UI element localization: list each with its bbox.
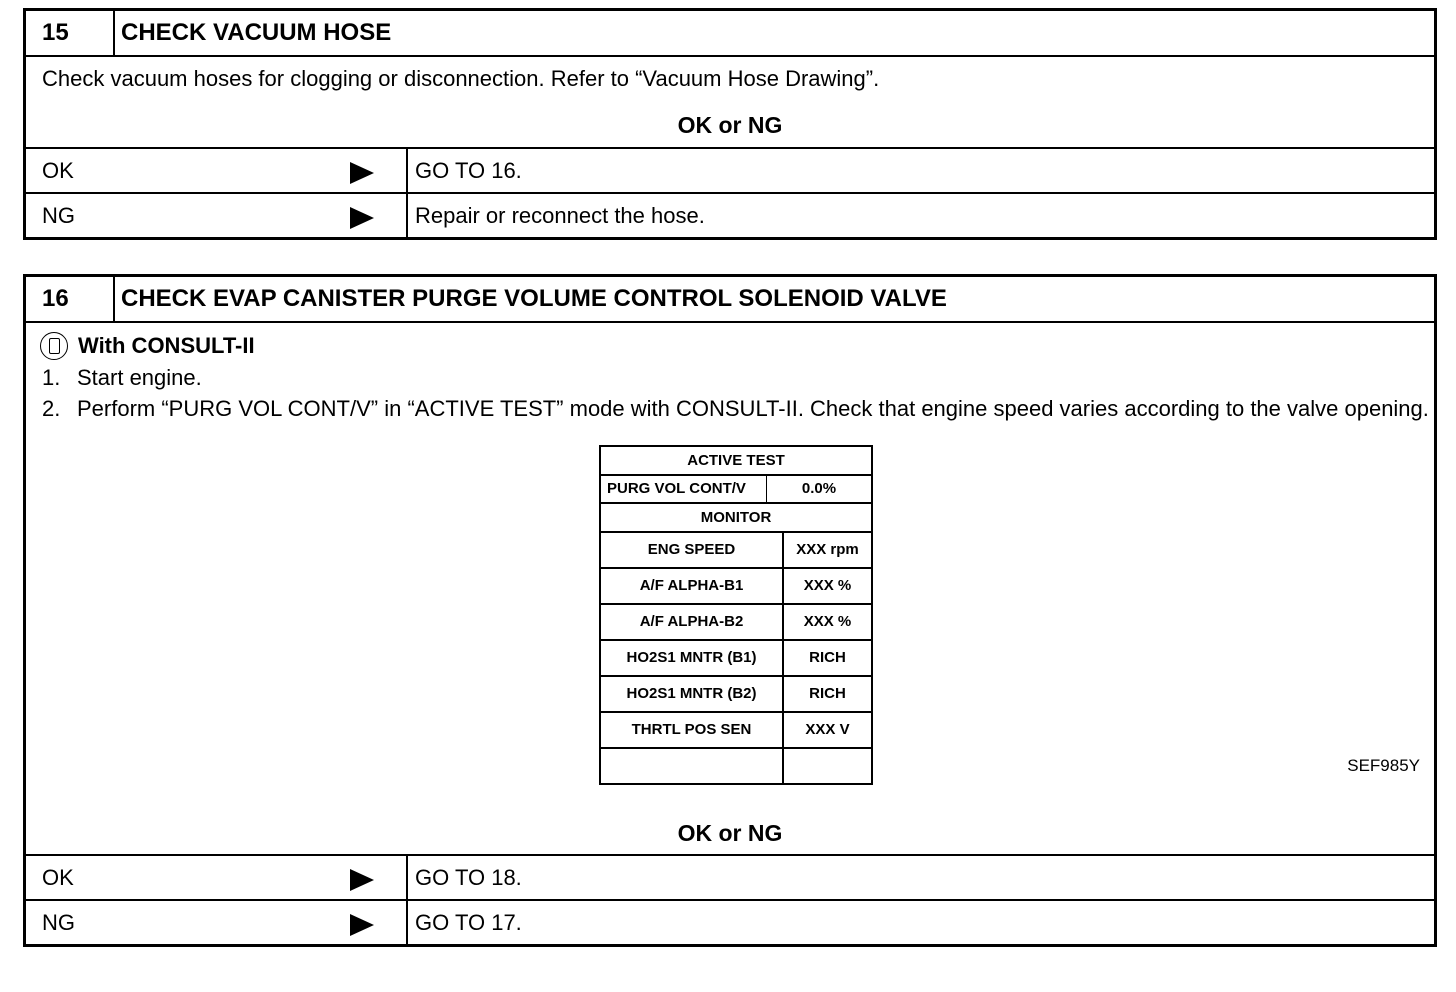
monitor-label: A/F ALPHA-B1 [601,569,784,603]
screen-monitor-row [601,504,871,533]
result-key [26,194,408,237]
screen-title-row [601,447,871,476]
monitor-row [601,569,871,605]
right-arrow-icon [350,207,374,229]
screen-param-value: 0.0% [801,480,837,497]
result-row-ok [26,147,1434,192]
result-key [26,901,408,944]
monitor-label [601,749,784,783]
figure-area [26,424,1434,812]
procedure-step-text: Perform “PURG VOL CONT/V” in “ACTIVE TEST” mode with CONSULT-II. Check that engine speed varies according to the valve opening. [77,396,1429,421]
monitor-label: HO2S1 MNTR (B2) [601,677,784,711]
monitor-value: XXX % [803,613,852,630]
monitor-row [601,641,871,677]
result-action: GO TO 18. [415,865,522,890]
procedure-step [42,362,1434,393]
step-15-panel [23,8,1437,240]
monitor-row [601,677,871,713]
monitor-row [601,749,871,783]
step-title: CHECK VACUUM HOSE [121,19,392,46]
monitor-value: XXX rpm [796,541,859,558]
result-key-label: NG [42,203,75,228]
screen-param-label: PURG VOL CONT/V [601,476,767,502]
result-key-label: NG [42,910,75,935]
consult-heading [26,330,1434,362]
right-arrow-icon [350,914,374,936]
ok-or-ng-heading: OK or NG [677,820,783,846]
consult-ii-icon [40,332,68,360]
result-row-ng [26,192,1434,237]
monitor-label: HO2S1 MNTR (B1) [601,641,784,675]
monitor-value: RICH [809,685,846,702]
procedure-list [26,362,1434,424]
screen-title: ACTIVE TEST [687,452,785,469]
monitor-row [601,605,871,641]
step-title: CHECK EVAP CANISTER PURGE VOLUME CONTROL SOLENOID VALVE [121,285,947,312]
step-number: 15 [26,11,115,55]
ok-or-ng-heading: OK or NG [677,112,783,138]
result-key-label: OK [42,158,74,183]
monitor-label: ENG SPEED [601,533,784,567]
monitor-row [601,533,871,569]
step-header [26,11,1434,57]
result-key-label: OK [42,865,74,890]
step-description: Check vacuum hoses for clogging or disconnection. Refer to “Vacuum Hose Drawing”. [42,66,880,91]
screen-monitor-heading: MONITOR [700,509,772,526]
monitor-value [784,749,871,783]
right-arrow-icon [350,869,374,891]
procedure-step-number: 1. [42,365,61,390]
result-action: GO TO 17. [415,910,522,935]
result-row-ng [26,899,1434,944]
consult-screen [599,445,873,785]
result-key [26,856,408,899]
procedure-step-number: 2. [42,396,61,421]
procedure-step-text: Start engine. [77,365,202,390]
step-number: 16 [26,277,115,321]
monitor-value: XXX % [803,577,852,594]
step-16-panel [23,274,1437,947]
procedure-step [42,393,1434,424]
screen-param-row [601,476,871,504]
right-arrow-icon [350,162,374,184]
result-action: GO TO 16. [415,158,522,183]
consult-label: With CONSULT-II [78,333,255,358]
monitor-value: XXX V [805,721,850,738]
result-row-ok [26,854,1434,899]
result-action: Repair or reconnect the hose. [415,203,705,228]
figure-code: SEF985Y [1347,756,1420,775]
monitor-row [601,713,871,749]
monitor-label: THRTL POS SEN [601,713,784,747]
monitor-label: A/F ALPHA-B2 [601,605,784,639]
result-key [26,149,408,192]
step-header [26,277,1434,323]
monitor-value: RICH [809,649,846,666]
